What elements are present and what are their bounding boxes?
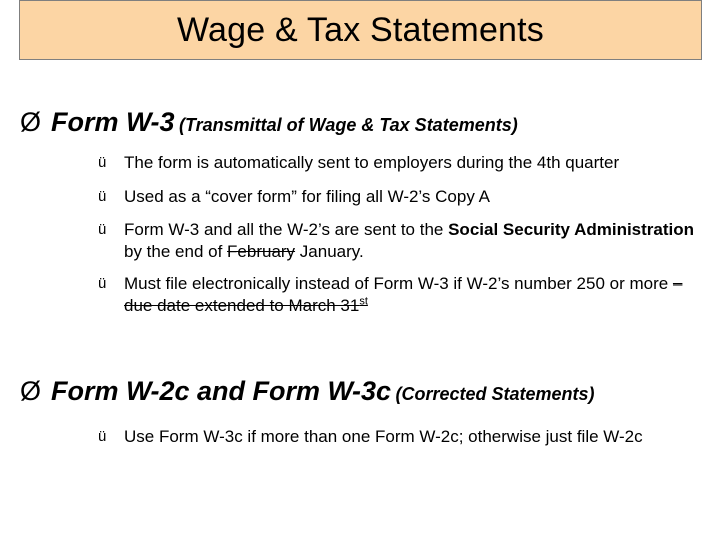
check-icon: ü	[98, 275, 107, 292]
check-icon: ü	[98, 428, 107, 445]
heading-subtitle: (Corrected Statements)	[395, 384, 595, 404]
bullet-text-part: by the end of	[124, 242, 228, 261]
bullet-text-part: Must file electronically instead of Form W-3 if W-2’s number 250 or more	[124, 274, 673, 293]
bullet-item	[98, 426, 698, 448]
bullet-text: Use Form W-3c if more than one Form W-2c; otherwise just file W-2c	[124, 427, 643, 446]
bullet-text	[124, 273, 698, 317]
bullet-item	[98, 219, 698, 263]
heading-subtitle: (Transmittal of Wage & Tax Statements)	[178, 115, 518, 135]
bullet-text: The form is automatically sent to employers during the 4th quarter	[124, 153, 620, 172]
bullet-item	[98, 273, 698, 317]
check-icon: ü	[98, 221, 107, 238]
arrow-bullet-icon: Ø	[20, 107, 42, 137]
heading-title: Form W-2c and Form W-3c	[51, 376, 392, 406]
check-icon: ü	[98, 154, 107, 171]
ssa-emphasis: Social Security Administration	[448, 220, 695, 239]
section-heading-w2c	[20, 376, 595, 407]
bullet-text-part: Form W-3 and all the W-2’s are sent to the	[124, 220, 449, 239]
bullet-item	[98, 186, 698, 208]
bullet-item	[98, 152, 698, 174]
arrow-bullet-icon: Ø	[20, 376, 42, 406]
heading-title: Form W-3	[51, 107, 175, 137]
bullet-text: Used as a “cover form” for filing all W-2’s Copy A	[124, 187, 490, 206]
struck-text: – due date extended to March 31	[124, 274, 683, 315]
superscript-text: st	[359, 295, 368, 308]
bullet-text	[124, 219, 698, 263]
bullet-text-part: January.	[295, 242, 364, 261]
title-banner	[19, 0, 702, 60]
struck-text: February	[227, 242, 296, 261]
page-title: Wage & Tax Statements	[176, 10, 545, 49]
section-heading-w3	[20, 107, 518, 138]
check-icon: ü	[98, 188, 107, 205]
